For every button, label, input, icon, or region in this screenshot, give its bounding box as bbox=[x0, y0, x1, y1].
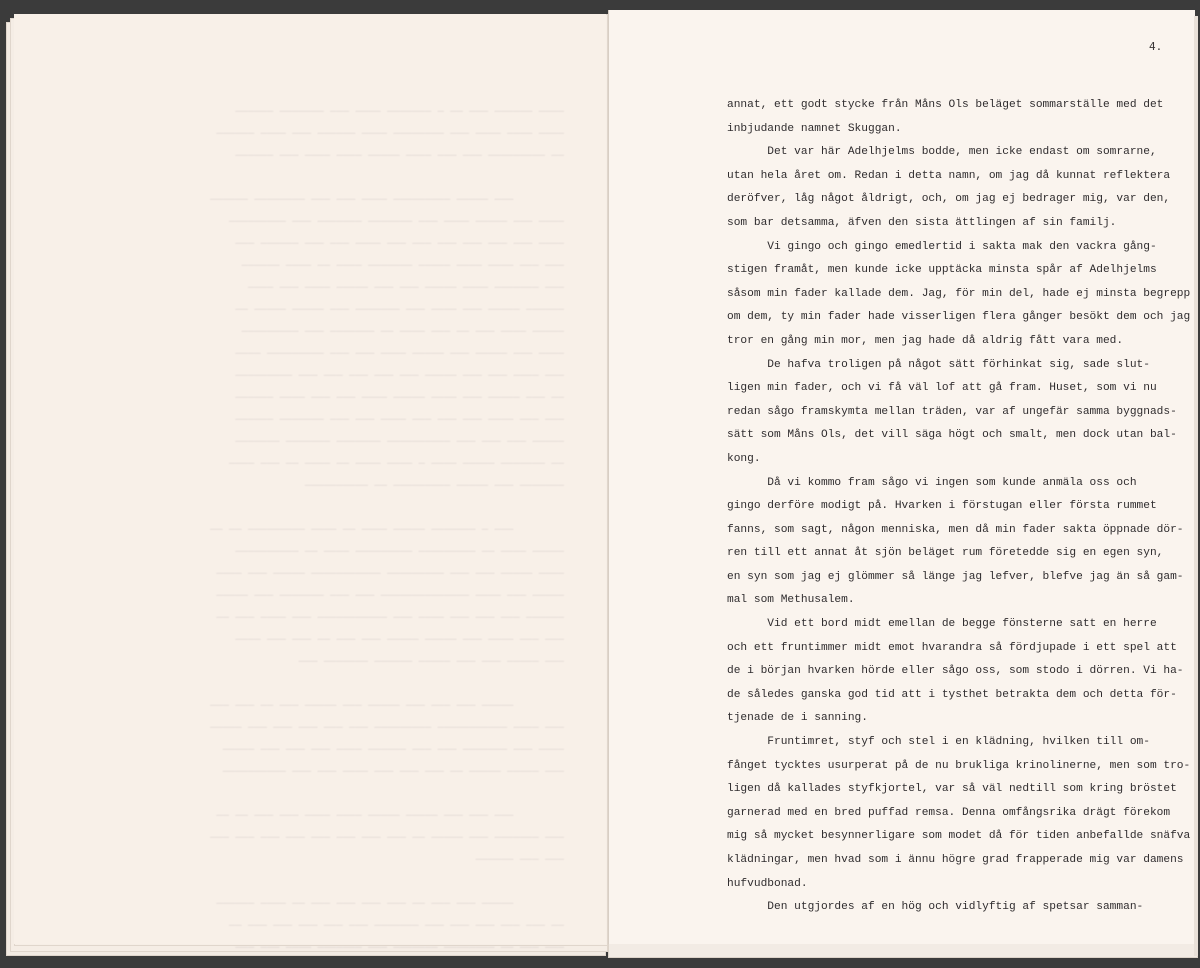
text-line: tror en gång min mor, men jag hade då aldrig fått vara med. bbox=[727, 334, 1124, 347]
right-page bbox=[608, 10, 1195, 944]
text-line: kong. bbox=[727, 452, 761, 465]
text-line: Den utgjordes af en hög och vidlyftig af spetsar samman- bbox=[727, 901, 1144, 914]
text-line: stigen framåt, men kunde icke upptäcka minsta spår af Adelhjelms bbox=[727, 264, 1157, 277]
text-line: ligen min fader, och vi få väl lof att gå fram. Huset, som vi nu bbox=[727, 382, 1157, 395]
text-line: gingo derföre modigt på. Hvarken i förstugan eller första rummet bbox=[727, 500, 1157, 513]
text-line: såsom min fader kallade dem. Jag, för min del, hade ej minsta begrepp bbox=[727, 287, 1191, 300]
text-line: Fruntimret, styf och stel i en klädning, hvilken till om- bbox=[727, 736, 1150, 749]
text-line: Då vi kommo fram sågo vi ingen som kunde anmäla oss och bbox=[727, 476, 1137, 489]
left-page-blank bbox=[14, 14, 606, 953]
page-number: 4. bbox=[1149, 40, 1163, 53]
text-line: en syn som jag ej glömmer så länge jag lefver, blefve jag än så gam- bbox=[727, 570, 1184, 583]
text-line: garnerad med en bred puffad remsa. Denna omfångsrika drägt förekom bbox=[727, 806, 1171, 819]
text-line: ren till ett annat åt sjön beläget rum företedde sig en egen syn, bbox=[727, 547, 1164, 560]
text-line: fanns, som sagt, någon menniska, men då min fader sakta öppnade dör- bbox=[727, 523, 1184, 536]
text-line: de således ganska god tid att i tysthet betrakta dem och detta för- bbox=[727, 688, 1177, 701]
text-line: inbjudande namnet Skuggan. bbox=[727, 122, 902, 135]
text-line: som bar detsamma, äfven den sista ättlingen af sin familj. bbox=[727, 216, 1117, 229]
typewritten-text bbox=[727, 94, 1191, 920]
text-line: De hafva troligen på något sätt förhinkat sig, sade slut- bbox=[727, 358, 1150, 371]
text-line: deröfver, låg något åldrigt, och, om jag ej bedrager mig, var den, bbox=[727, 193, 1171, 206]
text-line: Vi gingo och gingo emedlertid i sakta mak den vackra gång- bbox=[727, 240, 1157, 253]
page-edge bbox=[1194, 16, 1198, 956]
text-line: de i början hvarken hörde eller sågo oss, som stodo i dörren. Vi ha- bbox=[727, 665, 1184, 678]
text-line: Det var här Adelhjelms bodde, men icke endast om somrarne, bbox=[727, 146, 1157, 159]
text-line: ligen då kallades styfkjortel, var så väl nedtill som kring bröstet bbox=[727, 783, 1177, 796]
text-line: utan hela året om. Redan i detta namn, om jag då kunnat reflektera bbox=[727, 169, 1171, 182]
text-line: Vid ett bord midt emellan de begge fönsterne satt en herre bbox=[727, 618, 1157, 631]
text-line: hufvudbonad. bbox=[727, 877, 808, 890]
text-line: redan sågo framskymta mellan träden, var af ungefär samma byggnads- bbox=[727, 405, 1177, 418]
text-line: om dem, ty min fader hade visserligen flera gånger besökt dem och jag bbox=[727, 311, 1191, 324]
text-line: tjenade de i sanning. bbox=[727, 712, 868, 725]
text-line: klädningar, men hvad som i ännu högre grad frapperade mig var damens bbox=[727, 854, 1184, 866]
text-line: annat, ett godt stycke från Måns Ols beläget sommarställe med det bbox=[727, 99, 1164, 111]
text-line: mig så mycket besynnerligare som modet då för tiden anbefallde snäfva bbox=[727, 830, 1191, 843]
text-line: fånget tycktes usurperat på de nu brukliga krinolinerne, men som tro- bbox=[727, 759, 1191, 772]
show-through-texture: ———— —————— ——— —— — ——————— ———— ——— ——————— —————— ———— ———— ———— ——— ———————— ———— —————— ——— ———— —————— —— ————————— ——— ——— ———— ————— ———— ———— ——— —————— ——— ————— ————————— ———— ——— ——— ———————— —————— ———— ——— ————— ———— ——— ——————— ——————— ——— ————————— ———— ——— ——— ——— ——— ——— ——— ———— ——— ——— —————— ——— ——— ——— ———— ———— ————— ——————— ———— —— ———— —————— ——— ——————— ———— ————— ——— ——— ————— ———— ——— ———— —————— ————— ——— ———— ——— ——————— ——— ————— ————— —— ————— ———— ——— —— ——— ———— —— ——————— ——— ————————— ———— ——— ————— ——— ————— ———— ——— ——— ————————— ———— ——— ———— ——— ——— ————— ——— ——— ——— ——— ——— ————————— —— ——— ————— ——— ———— ————— ———— ——— ——— ———— —————— ——— ——— ———— ——— ——— ——— ———— ——— ——— ——————— —————— ————— ——— ——— ——— —————————— ——————— ——————— ——————— —— ——————— ————— ———— — ———— ———— —— ———— —— ——— ———— ——————— ——— ————— ————————— —— —————————— ——— — ——————— ————— ———— —— ———— ————————— —— —— ————— ———— —— ————————— ————————— ———— —— —————————— ———— ————— ——— ——— ————————— ——————————— ————— ——— ———— ————— ——— ———— —————————————— ——— ——— ——————— ——— ————— —————— ——— ——— ——— ———— ——— ——————————— ——— ———— ——— —— ——— ——— ———— ——— ————— ————— ——— ——— —— ——— ——— ———— ——— ————— ——— ——— ————— —————— ——————— ——— ————— ——— ——— ——— ————— ——— ————— ——— —— ——— ——— ——— ———— ——————————— ————————— ——— ——— ——— ——— ——— ————— ———— ——— ——————— ——— ——— —————— ———— ——— ——— ——— ————— ——— ————— ————— —— ——— ——— ——— ———— ——— ——— —————————— ——— ——— ——— ————— ————— ———— ———— ——— ——— —— —— ——— ——————— ——— ————— —— ——— ——— ——— ——— ——— ——— ——— ——— ——— ——— —————— ————— ——— ——— —— ——— ——— ——— ——— —— ———— —————— —— ——— ——— ——— ——— ——— ——————— ——— ——— ——— ——— ——— —— ——— ——— —— ———————— ——————— ——— ——————— ———— ——— ——— bbox=[209, 105, 564, 953]
text-line: sätt som Måns Ols, det vill säga högt och smalt, men dock utan bal- bbox=[727, 429, 1177, 442]
text-line: mal som Methusalem. bbox=[727, 594, 855, 607]
text-line: och ett fruntimmer midt emot hvarandra så fördjupade i ett spel att bbox=[727, 641, 1177, 654]
